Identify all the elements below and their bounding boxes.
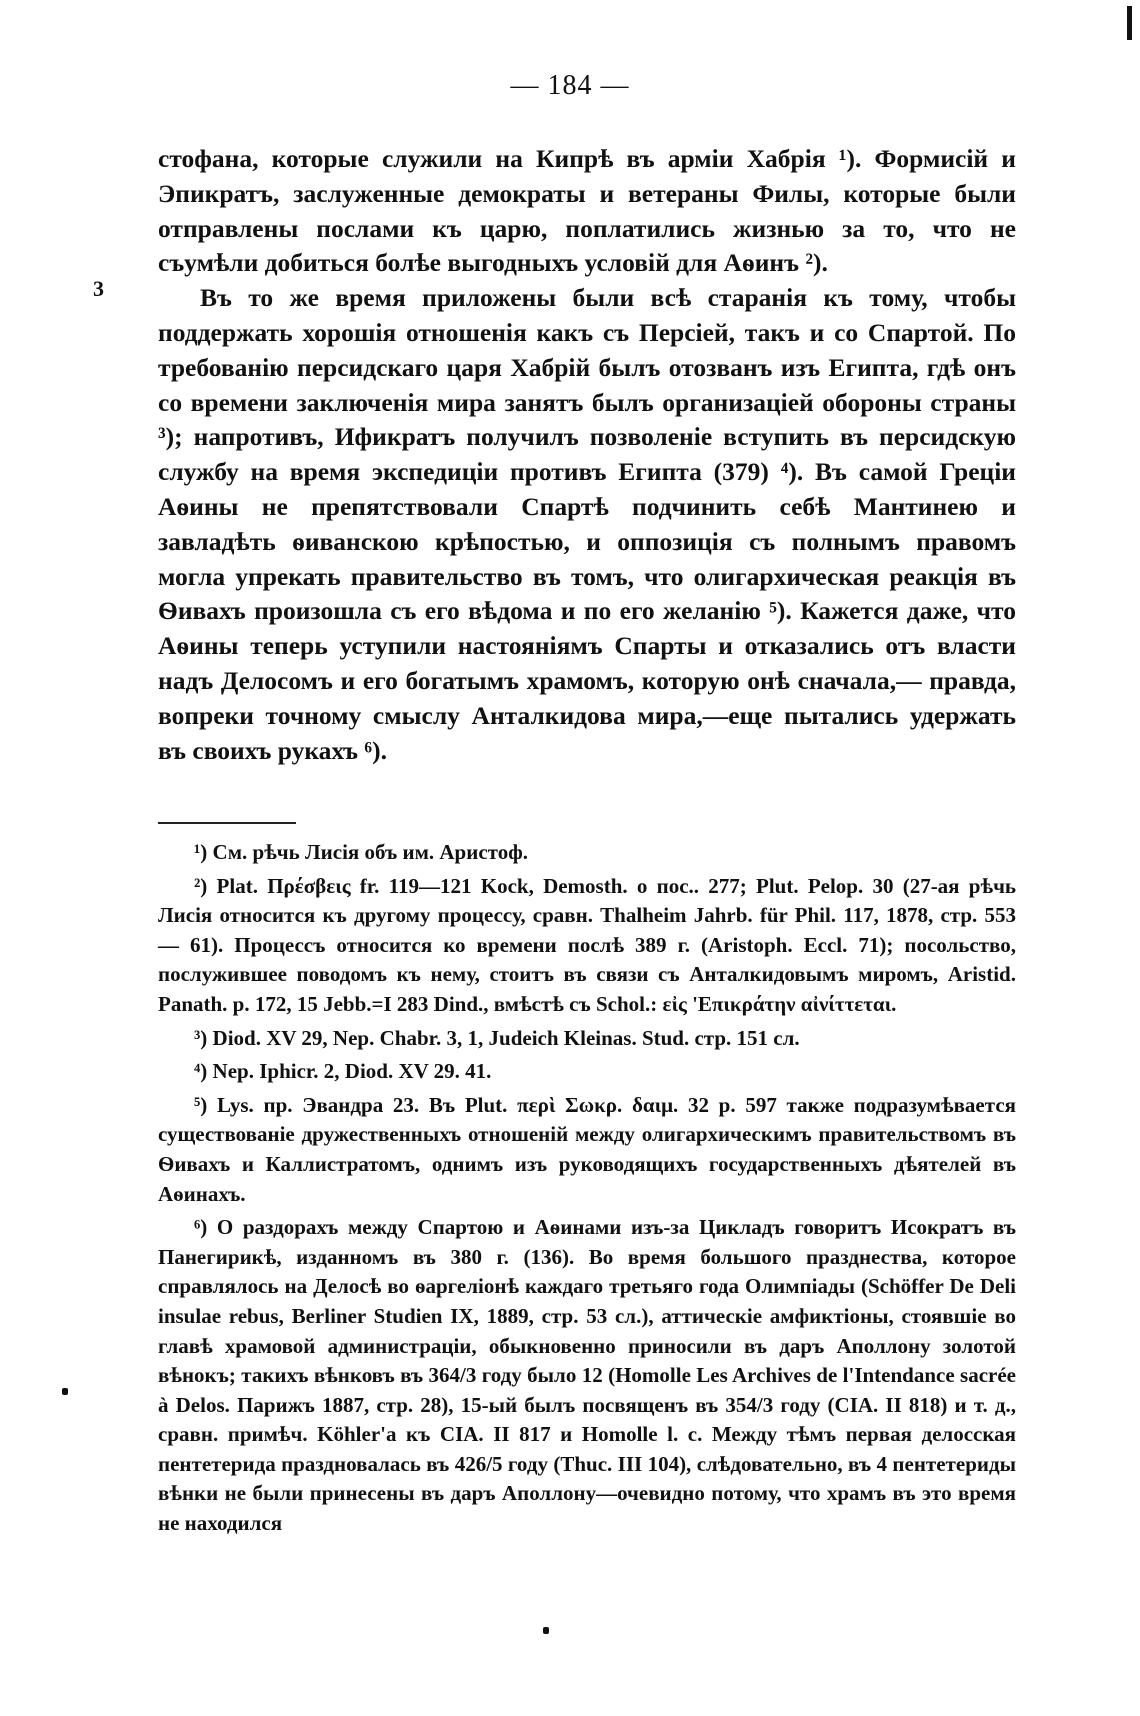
footnote-text: Plat. Πρέσβεις fr. 119—121 Kock, Demosth. о пос.. 277; Plut. Pelop. 30 (27-ая рѣчь Лисія относится къ другому процессу, сравн. Thalheim Jahrb. für Phil. 117, 1878, стр. 553 — 61). Процессъ относится ко времени послѣ 389 г. (Aristoph. Eccl. 71); посольство, послужившее поводомъ къ нему, стоитъ въ связи съ Анталкидовымъ миромъ, Aristid. Panath. p. 172, 15 Jebb.=I 283 Dind., вмѣстѣ съ Schol.: εἰς 'Επικράτην αἰνίττεται. [158, 873, 1017, 1016]
paragraph: Въ то же время приложены были всѣ старанія къ тому, чтобы поддержать хорошія отношенія какъ съ Персіей, такъ и со Спартой. По требованію персидскаго царя Хабрій былъ отозванъ изъ Египта, гдѣ онъ со времени заключенія мира занятъ былъ организаціей обороны страны ³); напротивъ, Ификратъ получилъ позволеніе вступить въ персидскую службу на время экспедиціи противъ Египта (379) ⁴). Въ самой Греціи Аѳины не препятствовали Спартѣ подчинить себѣ Мантинею и завладѣть ѳиванскою крѣпостью, и оппозиція съ полнымъ правомъ могла упрекать правительство въ томъ, что олигархическая реакція въ Ѳивахъ произошла съ его вѣдома и по его желанію ⁵). Кажется даже, что Аѳины теперь уступили настояніямъ Спарты и отказались отъ власти надъ Делосомъ и его богатымъ храмомъ, которую онѣ сначала,— правда, вопреки точному смыслу Анталкидова мира,—еще пытались удержать въ своихъ рукахъ ⁶). [158, 283, 1016, 765]
scan-speck [62, 1388, 68, 1395]
footnote [158, 1057, 1016, 1087]
footnotes [158, 838, 1016, 1543]
footnote-number: ⁵) [194, 1092, 208, 1117]
footnote-number: ¹) [194, 840, 208, 864]
footnote [158, 838, 1016, 868]
footnote-text: Nep. Iphicr. 2, Diod. XV 29. 41. [212, 1059, 492, 1084]
main-text [158, 142, 1016, 768]
scan-speck [543, 1627, 549, 1634]
footnote [158, 1024, 1016, 1054]
footnote [158, 1091, 1016, 1209]
footnote-number: ²) [194, 873, 208, 898]
footnote-text: Diod. XV 29, Nep. Chabr. 3, 1, Judeich Kleinas. Stud. стр. 151 сл. [212, 1025, 800, 1050]
footnote-divider [158, 822, 296, 824]
page-number: — 184 — [510, 70, 630, 101]
footnote-text: См. рѣчь Лисія объ им. Аристоф. [212, 840, 528, 864]
footnote [158, 1213, 1016, 1539]
footnote-number: ³) [194, 1025, 208, 1050]
footnote-number: ⁶) [194, 1215, 208, 1240]
margin-mark: 3 [93, 276, 104, 301]
footnote-number: ⁴) [194, 1059, 208, 1084]
paragraph: стофана, которые служили на Кипрѣ въ арміи Хабрія ¹). Формисій и Эпикратъ, заслуженные демократы и ветераны Филы, которые были отправлены послами къ царю, поплатились жизнью за то, что не съумѣли добиться болѣе выгодныхъ условій для Аѳинъ ²). [158, 144, 1016, 278]
footnote [158, 872, 1016, 1020]
footnote-text: О раздорахъ между Спартою и Аѳинами изъ-за Цикладъ говоритъ Исократъ въ Панегирикѣ, изданномъ въ 380 г. (136). Во время большого празднества, которое справлялось на Делосѣ во ѳаргеліонѣ каждаго третьяго года Олимпіады (Schöffer De Deli insulae rebus, Berliner Studien IX, 1889, стр. 53 сл.), аттическіе амфиктіоны, стоявшіе во главѣ храмовой администраціи, обыкновенно приносили въ даръ Аполлону золотой вѣнокъ; такихъ вѣнковъ въ 364/3 году было 12 (Homolle Les Archives de l'Intendance sacrée à Delos. Парижъ 1887, стр. 28), 15-ый былъ посвященъ въ 354/3 году (CIA. II 818) и т. д., сравн. примѣч. Köhler'а къ CIA. II 817 и Homolle l. c. Между тѣмъ первая делосская пентетерида праздновалась въ 426/5 году (Thuc. III 104), слѣдовательно, въ 4 пентетериды вѣнки не были принесены въ даръ Аполлону—очевидно потому, что храмъ въ это время не находился [158, 1215, 1016, 1536]
footnote-text: Lys. пр. Эвандра 23. Въ Plut. περὶ Σωκρ. δαιμ. 32 p. 597 также подразумѣвается существованіе дружественныхъ отношеній между олигархическимъ правительствомъ въ Ѳивахъ и Каллистратомъ, однимъ изъ руководящихъ государственныхъ дѣятелей въ Аѳинахъ. [158, 1092, 1017, 1206]
scan-edge-mark [1127, 6, 1132, 40]
